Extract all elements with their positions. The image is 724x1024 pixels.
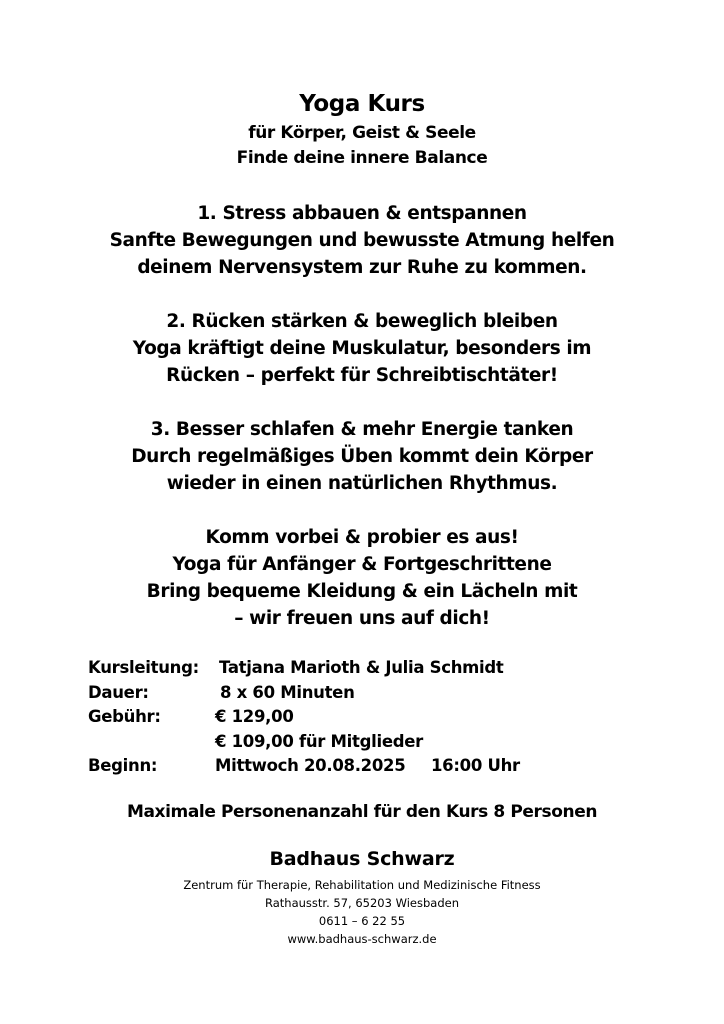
organization-website[interactable]: www.badhaus-schwarz.de	[287, 932, 437, 946]
section-2-line-2: Rücken – perfekt für Schreibtischtäter!	[166, 365, 558, 386]
section-3-heading: 3. Besser schlafen & mehr Energie tanken	[150, 419, 574, 440]
beginn-label: Beginn:	[88, 756, 158, 775]
subtitle-line-1: für Körper, Geist & Seele	[248, 123, 476, 143]
capacity-note: Maximale Personenanzahl für den Kurs 8 Personen	[126, 802, 598, 822]
section-2-line-1: Yoga kräftigt deine Muskulatur, besonders im	[132, 338, 592, 359]
beginn-date: Mittwoch 20.08.2025	[215, 756, 406, 775]
leitung-value: Tatjana Marioth & Julia Schmidt	[219, 658, 504, 677]
section-1-line-2: deinem Nervensystem zur Ruhe zu kommen.	[137, 257, 587, 278]
dauer-value: 8 x 60 Minuten	[220, 683, 355, 702]
subtitle-line-2: Finde deine innere Balance	[236, 148, 488, 168]
gebuehr-label: Gebühr:	[88, 707, 161, 726]
invite-line-4: – wir freuen uns auf dich!	[234, 608, 490, 629]
section-3-line-2: wieder in einen natürlichen Rhythmus.	[166, 473, 558, 494]
invite-line-3: Bring bequeme Kleidung & ein Lächeln mit	[146, 581, 578, 602]
organization-address: Rathausstr. 57, 65203 Wiesbaden	[265, 896, 459, 910]
page-title: Yoga Kurs	[299, 91, 425, 117]
section-1-line-1: Sanfte Bewegungen und bewusste Atmung helfen	[109, 230, 615, 251]
invite-line-1: Komm vorbei & probier es aus!	[205, 527, 519, 548]
organization-name: Badhaus Schwarz	[269, 848, 455, 870]
dauer-label: Dauer:	[88, 683, 149, 702]
invite-line-2: Yoga für Anfänger & Fortgeschrittene	[172, 554, 552, 575]
beginn-time: 16:00 Uhr	[431, 756, 520, 775]
gebuehr-member-value: € 109,00 für Mitglieder	[215, 732, 423, 751]
organization-tagline: Zentrum für Therapie, Rehabilitation und Medizinische Fitness	[183, 878, 541, 892]
section-1-heading: 1. Stress abbauen & entspannen	[197, 203, 527, 224]
leitung-label: Kursleitung:	[88, 658, 199, 677]
section-2-heading: 2. Rücken stärken & beweglich bleiben	[166, 311, 558, 332]
gebuehr-value: € 129,00	[215, 707, 294, 726]
section-3-line-1: Durch regelmäßiges Üben kommt dein Körper	[131, 446, 593, 467]
organization-phone: 0611 – 6 22 55	[318, 914, 406, 928]
